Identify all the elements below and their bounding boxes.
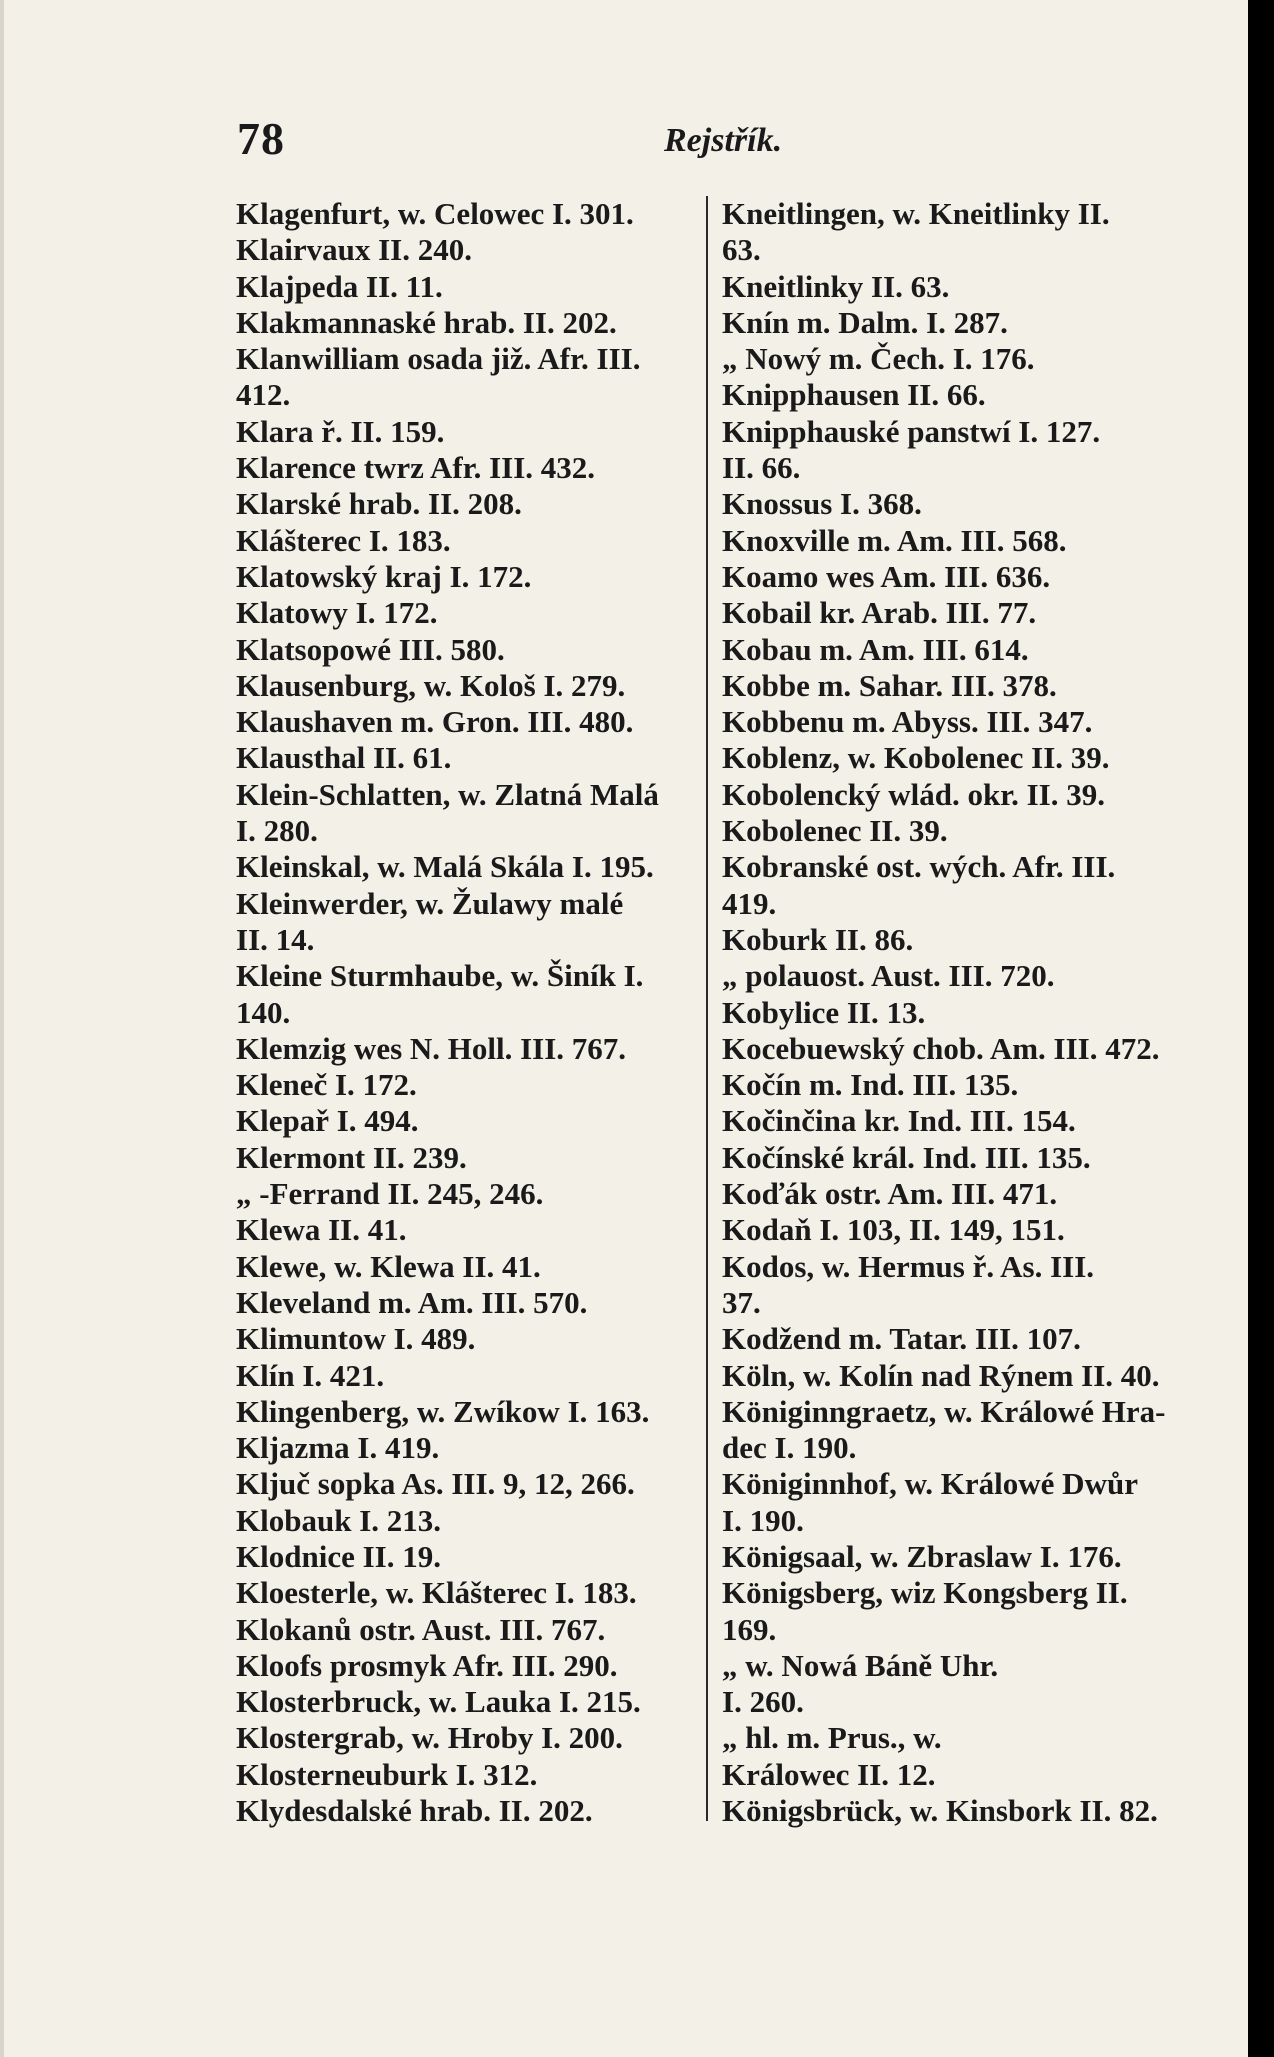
index-entry-line: II. 14. bbox=[236, 921, 315, 957]
index-entry-line: Kobranské ost. wých. Afr. III. bbox=[722, 849, 1116, 885]
page-right-edge bbox=[1248, 0, 1274, 2057]
index-entry-line: Königsberg, wiz Kongsberg II. bbox=[722, 1575, 1128, 1611]
index-entry-line: Klewe, w. Klewa II. 41. bbox=[236, 1248, 541, 1284]
index-entry-line: Klairvaux II. 240. bbox=[236, 232, 472, 268]
index-entry-line: Klara ř. II. 159. bbox=[236, 413, 445, 449]
index-entry-line: Kocebuewský chob. Am. III. 472. bbox=[722, 1030, 1160, 1066]
index-entry-line: Knipphauské panstwí I. 127. bbox=[722, 413, 1101, 449]
page-number: 78 bbox=[237, 113, 285, 164]
index-entry-line: Königinnhof, w. Králowé Dwůr bbox=[722, 1466, 1138, 1502]
index-entry-line: Klodnice II. 19. bbox=[236, 1538, 441, 1574]
index-entry-line: Klosterbruck, w. Lauka I. 215. bbox=[236, 1684, 641, 1720]
index-entry-line: 140. bbox=[236, 994, 291, 1030]
index-entry-line: Klanwilliam osada již. Afr. III. bbox=[236, 341, 641, 377]
index-entry-line: Kobau m. Am. III. 614. bbox=[722, 631, 1029, 667]
index-entry-line: Kloofs prosmyk Afr. III. 290. bbox=[236, 1647, 618, 1683]
index-entry-line: „ Nowý m. Čech. I. 176. bbox=[722, 341, 1035, 377]
index-entry-line: Kobail kr. Arab. III. 77. bbox=[722, 595, 1037, 631]
index-entry-line: Kobolenec II. 39. bbox=[722, 813, 948, 849]
index-entry-line: Kobylice II. 13. bbox=[722, 994, 926, 1030]
index-entry-line: I. 280. bbox=[236, 813, 318, 849]
index-entry-line: Kneitlingen, w. Kneitlinky II. bbox=[722, 196, 1110, 231]
index-entry-line: Kočinčina kr. Ind. III. 154. bbox=[722, 1103, 1076, 1139]
index-entry-line: Klokanů ostr. Aust. III. 767. bbox=[236, 1611, 606, 1647]
index-entry-line: Königsaal, w. Zbraslaw I. 176. bbox=[722, 1538, 1122, 1574]
index-entry-line: Klatsopowé III. 580. bbox=[236, 631, 505, 667]
index-entry-line: 412. bbox=[236, 377, 291, 413]
index-entry-line: Kobbe m. Sahar. III. 378. bbox=[722, 667, 1057, 703]
index-entry-line: 419. bbox=[722, 885, 777, 921]
index-entry-line: Klobauk I. 213. bbox=[236, 1502, 442, 1538]
index-entry-line: Klaushaven m. Gron. III. 480. bbox=[236, 704, 634, 740]
index-entry-line: I. 260. bbox=[722, 1684, 804, 1720]
index-entry-line: Koblenz, w. Kobolenec II. 39. bbox=[722, 740, 1110, 776]
index-entry-line: Klosterneuburk I. 312. bbox=[236, 1756, 538, 1792]
index-entry-line: Kodžend m. Tatar. III. 107. bbox=[722, 1321, 1081, 1357]
index-entry-line: Kloesterle, w. Klášterec I. 183. bbox=[236, 1575, 637, 1611]
index-entry-line: II. 66. bbox=[722, 450, 801, 486]
index-entry-line: Köln, w. Kolín nad Rýnem II. 40. bbox=[722, 1357, 1160, 1393]
index-entry-line: Kočín m. Ind. III. 135. bbox=[722, 1067, 1019, 1103]
index-entry-line: Koďák ostr. Am. III. 471. bbox=[722, 1176, 1058, 1212]
index-entry-line: Kneitlinky II. 63. bbox=[722, 268, 950, 304]
index-entry-line: Koamo wes Am. III. 636. bbox=[722, 558, 1051, 594]
index-entry-line: Klatowy I. 172. bbox=[236, 595, 438, 631]
index-entry-line: Kleinskal, w. Malá Skála I. 195. bbox=[236, 849, 654, 885]
index-entry-line: Klydesdalské hrab. II. 202. bbox=[236, 1793, 593, 1829]
right-column bbox=[722, 196, 1174, 1829]
index-entry-line: Kleneč I. 172. bbox=[236, 1067, 417, 1103]
left-column bbox=[236, 196, 691, 1829]
index-entry-line: Klatowský kraj I. 172. bbox=[236, 558, 532, 594]
index-entry-line: Klepař I. 494. bbox=[236, 1103, 419, 1139]
index-entry-line: Klín I. 421. bbox=[236, 1357, 385, 1393]
index-entry-line: Klimuntow I. 489. bbox=[236, 1321, 476, 1357]
index-entry-line: dec I. 190. bbox=[722, 1430, 857, 1466]
index-entry-line: Kljazma I. 419. bbox=[236, 1430, 440, 1466]
index-entry-line: Klingenberg, w. Zwíkow I. 163. bbox=[236, 1393, 650, 1429]
index-entry-line: Klein-Schlatten, w. Zlatná Malá bbox=[236, 776, 659, 812]
index-entry-line: Kleveland m. Am. III. 570. bbox=[236, 1284, 588, 1320]
index-entry-line: Králowec II. 12. bbox=[722, 1756, 936, 1792]
running-head: Rejstřík. bbox=[664, 122, 783, 159]
index-entry-line: Klermont II. 239. bbox=[236, 1139, 467, 1175]
index-entry-line: Klarské hrab. II. 208. bbox=[236, 486, 522, 522]
index-entry-line: „ polauost. Aust. III. 720. bbox=[722, 958, 1055, 994]
index-entry-line: Ključ sopka As. III. 9, 12, 266. bbox=[236, 1466, 635, 1502]
index-entry-line: Knipphausen II. 66. bbox=[722, 377, 986, 413]
index-entry-line: „ w. Nowá Báně Uhr. bbox=[722, 1647, 999, 1683]
column-divider bbox=[706, 196, 708, 1821]
index-entry-line: Knoxville m. Am. III. 568. bbox=[722, 522, 1067, 558]
index-entry-line: „ hl. m. Prus., w. bbox=[722, 1720, 942, 1756]
index-entry-line: I. 190. bbox=[722, 1502, 804, 1538]
index-entry-line: Kodos, w. Hermus ř. As. III. bbox=[722, 1248, 1095, 1284]
index-entry-line: 63. bbox=[722, 232, 761, 268]
index-entry-line: Königsbrück, w. Kinsbork II. 82. bbox=[722, 1793, 1158, 1829]
index-entry-line: Klajpeda II. 11. bbox=[236, 268, 443, 304]
index-entry-line: Klostergrab, w. Hroby I. 200. bbox=[236, 1720, 623, 1756]
index-entry-line: Klemzig wes N. Holl. III. 767. bbox=[236, 1030, 627, 1066]
index-entry-line: Klausthal II. 61. bbox=[236, 740, 452, 776]
index-entry-line: 37. bbox=[722, 1284, 761, 1320]
index-entry-line: „ -Ferrand II. 245, 246. bbox=[236, 1176, 544, 1212]
index-entry-line: Koburk II. 86. bbox=[722, 921, 914, 957]
index-entry-line: Klarence twrz Afr. III. 432. bbox=[236, 450, 596, 486]
index-entry-line: Klagenfurt, w. Celowec I. 301. bbox=[236, 196, 634, 231]
index-entry-line: Kleine Sturmhaube, w. Šiník I. bbox=[236, 958, 644, 994]
index-entry-line: Knín m. Dalm. I. 287. bbox=[722, 304, 1008, 340]
page-left-edge bbox=[0, 0, 4, 2057]
index-entry-line: Klášterec I. 183. bbox=[236, 522, 451, 558]
index-entry-line: Kobolencký wlád. okr. II. 39. bbox=[722, 776, 1105, 812]
index-entry-line: Kodaň I. 103, II. 149, 151. bbox=[722, 1212, 1065, 1248]
index-entry-line: Klakmannaské hrab. II. 202. bbox=[236, 304, 617, 340]
index-entry-line: Klewa II. 41. bbox=[236, 1212, 407, 1248]
index-entry-line: Kleinwerder, w. Žulawy malé bbox=[236, 885, 624, 921]
index-entry-line: Kobbenu m. Abyss. III. 347. bbox=[722, 704, 1093, 740]
index-entry-line: Kočínské král. Ind. III. 135. bbox=[722, 1139, 1091, 1175]
index-entry-line: Klausenburg, w. Kološ I. 279. bbox=[236, 667, 626, 703]
index-entry-line: 169. bbox=[722, 1611, 777, 1647]
index-entry-line: Königinngraetz, w. Králowé Hra- bbox=[722, 1393, 1166, 1429]
index-entry-line: Knossus I. 368. bbox=[722, 486, 922, 522]
